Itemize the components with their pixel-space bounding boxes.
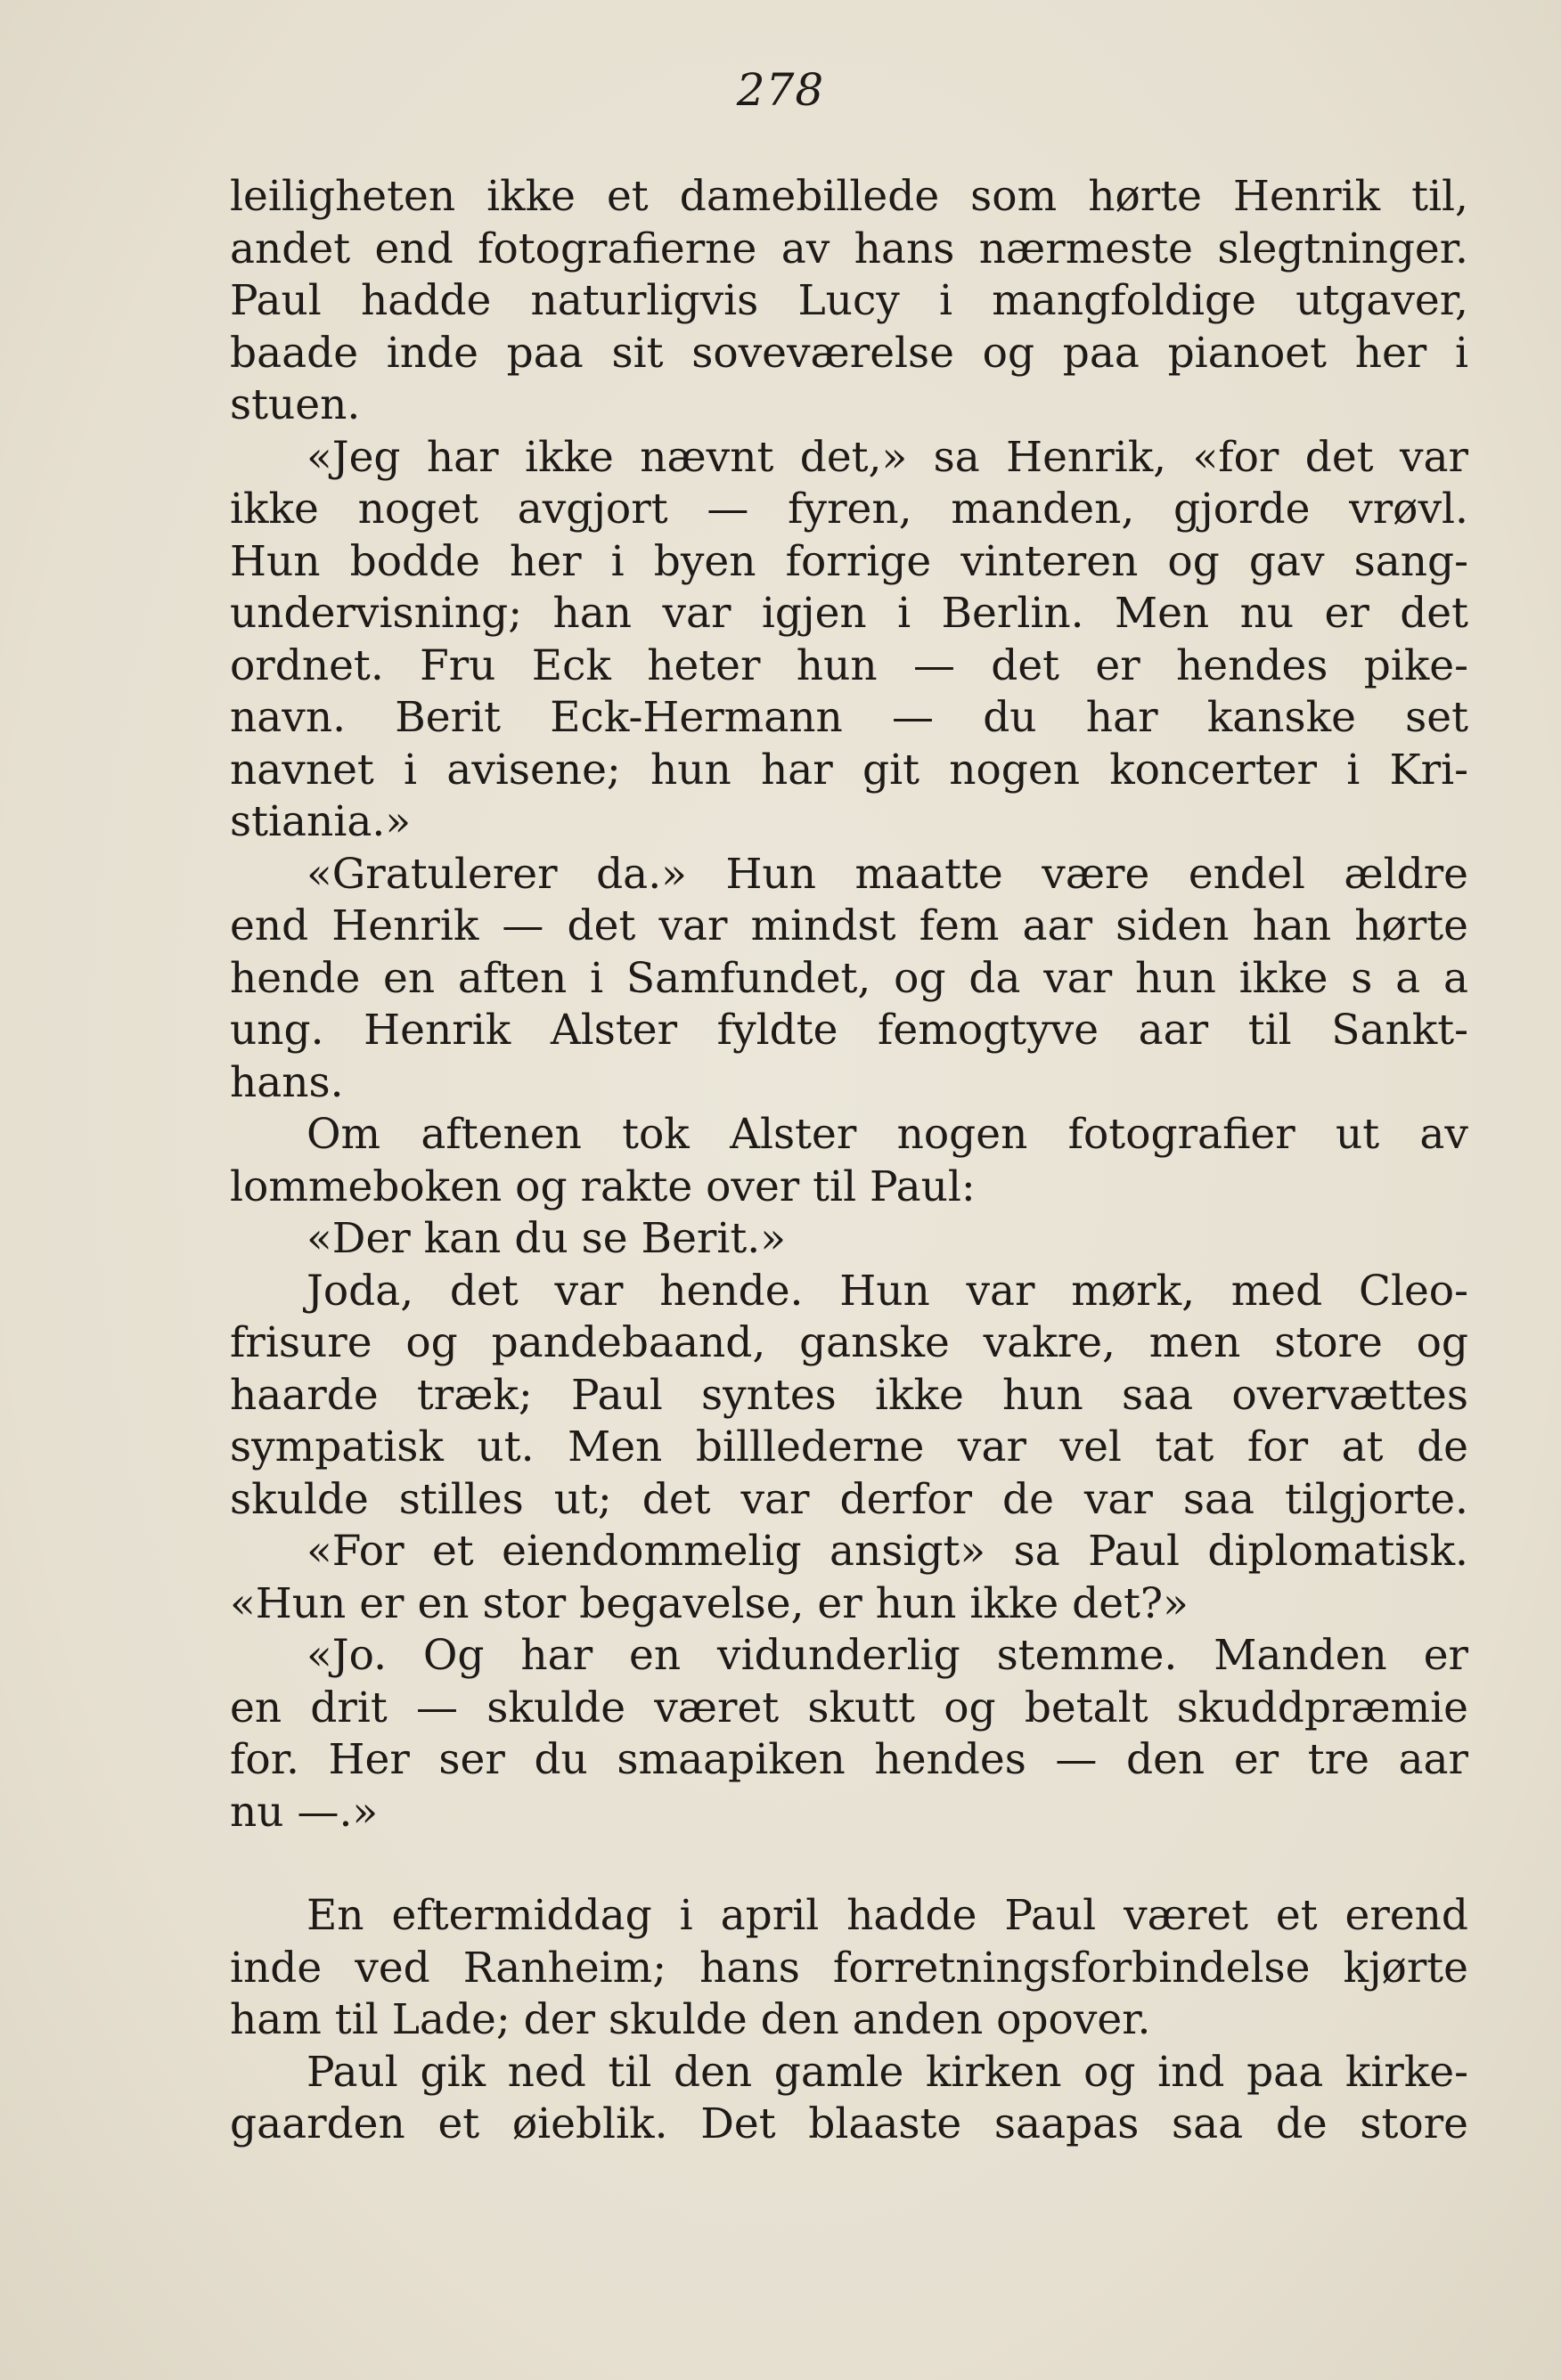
- text-line: lommeboken og rakte over til Paul:: [230, 1161, 976, 1211]
- text-line: Om aftenen tok Alster nogen fotografier ut av: [306, 1110, 1468, 1159]
- text-line: navnet i avisene; hun har git nogen koncerter i Kri-: [230, 745, 1468, 795]
- text-line: ham til Lade; der skulde den anden opover.: [230, 1995, 1151, 2044]
- text-line: leiligheten ikke et damebillede som hørte Henrik til,: [230, 172, 1468, 221]
- text-line: gaarden et øieblik. Det blaaste saapas saa de store: [230, 2099, 1468, 2148]
- text-line: ung. Henrik Alster fyldte femogtyve aar til Sankt-: [230, 1006, 1468, 1055]
- body-text: [230, 171, 1468, 2151]
- text-line: end Henrik — det var mindst fem aar siden han hørte: [230, 901, 1468, 950]
- text-line: «Der kan du se Berit.»: [306, 1214, 786, 1263]
- text-line: «Jo. Og har en vidunderlig stemme. Manden er: [306, 1631, 1468, 1680]
- text-line: frisure og pandebaand, ganske vakre, men store og: [230, 1318, 1468, 1367]
- text-line: «Gratulerer da.» Hun maatte være endel ældre: [306, 849, 1468, 899]
- text-line: navn. Berit Eck-Hermann — du har kanske set: [230, 693, 1468, 742]
- text-line: inde ved Ranheim; hans forretningsforbindelse kjørte: [230, 1943, 1468, 1993]
- text-line: stiania.»: [230, 797, 412, 846]
- page-number: 278: [736, 64, 825, 116]
- text-line: en drit — skulde været skutt og betalt skuddpræmie: [230, 1683, 1468, 1732]
- text-line: stuen.: [230, 380, 361, 429]
- text-line: hende en aften i Samfundet, og da var hun ikke s a a: [230, 953, 1468, 1003]
- section-break: [230, 1838, 1468, 1890]
- text-line: ikke noget avgjort — fyren, manden, gjorde vrøvl.: [230, 485, 1468, 534]
- text-line: andet end fotografierne av hans nærmeste slegtninger.: [230, 224, 1468, 273]
- text-line: «For et eiendommelig ansigt» sa Paul diplomatisk.: [306, 1527, 1468, 1576]
- text-line: ordnet. Fru Eck heter hun — det er hendes pike-: [230, 640, 1468, 690]
- text-line: En eftermiddag i april hadde Paul været et erend: [306, 1891, 1468, 1940]
- text-line: nu —.»: [230, 1787, 379, 1837]
- text-line: Paul hadde naturligvis Lucy i mangfoldige utgaver,: [230, 276, 1468, 325]
- text-line: baade inde paa sit soveværelse og paa pianoet her i: [230, 328, 1468, 378]
- text-line: «Jeg har ikke nævnt det,» sa Henrik, «for det var: [306, 432, 1468, 482]
- text-line: Joda, det var hende. Hun var mørk, med Cleo-: [306, 1266, 1468, 1316]
- text-line: skulde stilles ut; det var derfor de var saa tilgjorte.: [230, 1474, 1468, 1524]
- text-line: Paul gik ned til den gamle kirken og ind paa kirke-: [306, 2047, 1468, 2097]
- text-line: Hun bodde her i byen forrige vinteren og gav sang-: [230, 536, 1468, 586]
- text-line: undervisning; han var igjen i Berlin. Men nu er det: [230, 589, 1468, 638]
- text-line: haarde træk; Paul syntes ikke hun saa overvættes: [230, 1370, 1468, 1420]
- text-line: hans.: [230, 1057, 344, 1107]
- text-line: «Hun er en stor begavelse, er hun ikke det?»: [230, 1578, 1189, 1628]
- text-line: for. Her ser du smaapiken hendes — den er tre aar: [230, 1735, 1468, 1784]
- text-line: sympatisk ut. Men billlederne var vel tat for at de: [230, 1422, 1468, 1471]
